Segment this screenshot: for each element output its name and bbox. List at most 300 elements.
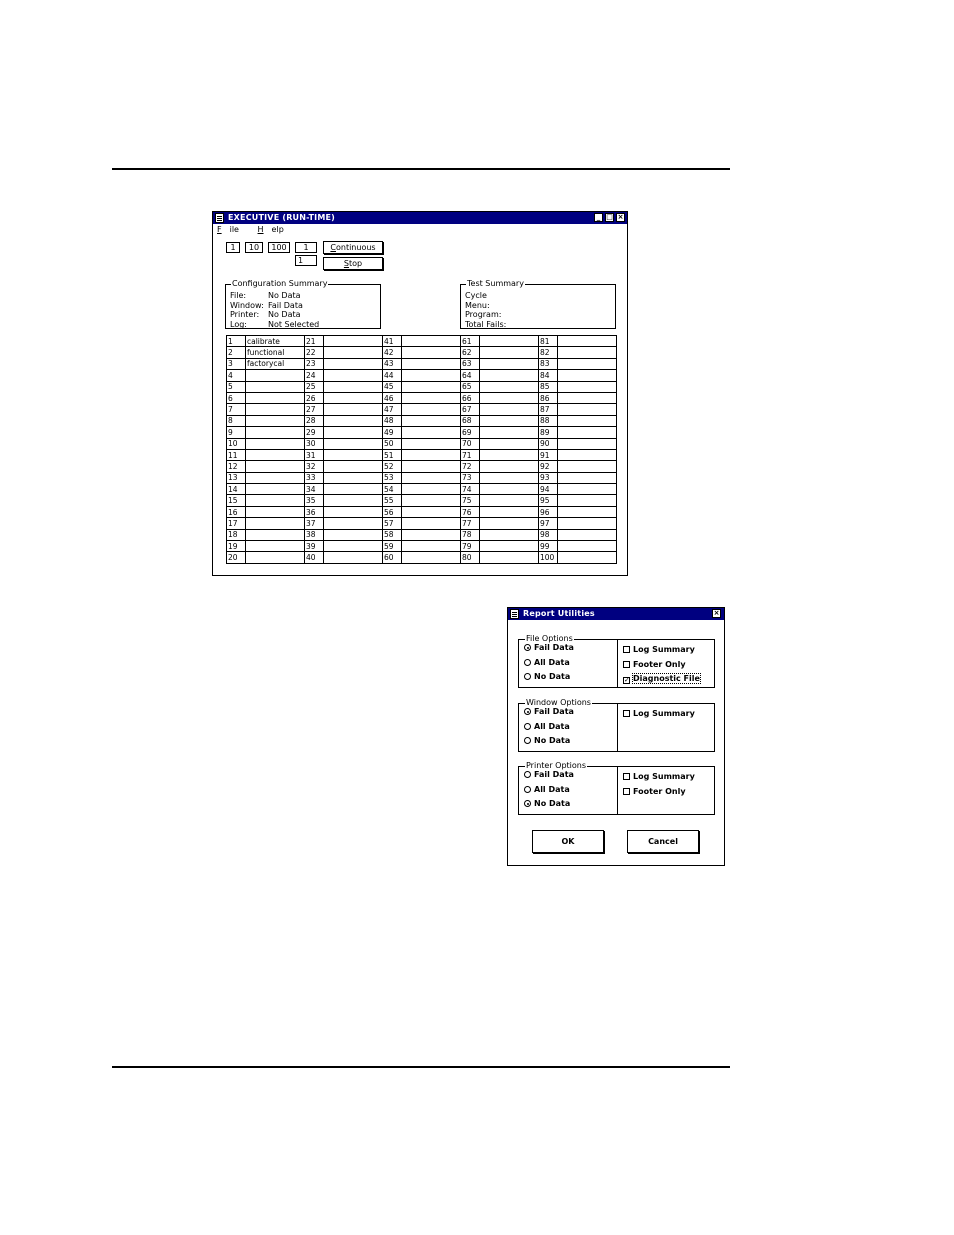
slot-number-cell: 61 <box>461 336 480 347</box>
slot-number-cell: 74 <box>461 484 480 495</box>
slot-number-cell: 31 <box>305 449 324 460</box>
test-name-cell[interactable] <box>246 438 305 449</box>
slot-number-cell: 86 <box>539 392 558 403</box>
radio-icon[interactable] <box>524 673 531 680</box>
test-name-cell[interactable] <box>402 506 461 517</box>
slot-number-cell: 45 <box>383 381 402 392</box>
slot-number-cell: 10 <box>227 438 246 449</box>
slot-number-cell: 49 <box>383 427 402 438</box>
test-name-cell[interactable] <box>324 449 383 460</box>
test-name-cell[interactable] <box>246 461 305 472</box>
checkbox-icon[interactable] <box>623 710 630 717</box>
test-name-cell[interactable] <box>246 415 305 426</box>
test-name-cell[interactable] <box>558 347 617 358</box>
slot-number-cell: 52 <box>383 461 402 472</box>
report-utilities-dialog <box>507 607 725 866</box>
test-name-cell[interactable] <box>558 541 617 552</box>
table-row <box>227 347 617 358</box>
test-name-cell[interactable] <box>480 529 539 540</box>
radio-icon[interactable] <box>524 771 531 778</box>
test-name-cell[interactable] <box>480 404 539 415</box>
test-name-cell[interactable] <box>402 358 461 369</box>
executive-window <box>212 211 628 576</box>
slot-number-cell: 94 <box>539 484 558 495</box>
menubar <box>213 224 627 236</box>
test-name-cell[interactable] <box>246 404 305 415</box>
slot-number-cell: 63 <box>461 358 480 369</box>
app-icon[interactable] <box>215 213 224 223</box>
slot-number-cell: 30 <box>305 438 324 449</box>
slot-number-cell: 40 <box>305 552 324 563</box>
test-name-cell[interactable] <box>246 552 305 563</box>
slot-number-cell: 82 <box>539 347 558 358</box>
count-1-button[interactable]: 1 <box>226 242 240 253</box>
test-name-cell[interactable] <box>246 518 305 529</box>
test-name-cell[interactable] <box>246 370 305 381</box>
window-options-title: Window Options <box>526 698 591 707</box>
slot-number-cell: 6 <box>227 392 246 403</box>
test-name-cell[interactable] <box>480 552 539 563</box>
test-name-cell[interactable] <box>324 495 383 506</box>
radio-icon[interactable] <box>524 659 531 666</box>
slot-number-cell: 22 <box>305 347 324 358</box>
test-name-cell[interactable] <box>246 392 305 403</box>
slot-number-cell: 38 <box>305 529 324 540</box>
radio-icon[interactable] <box>524 786 531 793</box>
test-name-cell[interactable] <box>558 370 617 381</box>
test-name-cell[interactable] <box>402 415 461 426</box>
test-name-cell[interactable] <box>402 404 461 415</box>
test-name-cell[interactable] <box>558 427 617 438</box>
file-options-check-diagnostic-file[interactable] <box>623 674 700 684</box>
slot-number-cell: 51 <box>383 449 402 460</box>
radio-label: All Data <box>534 721 570 731</box>
radio-icon[interactable] <box>524 800 531 807</box>
test-name-cell[interactable] <box>480 449 539 460</box>
printer-options-radio-all-data[interactable] <box>524 785 570 795</box>
test-name-cell[interactable] <box>402 484 461 495</box>
slot-number-cell: 5 <box>227 381 246 392</box>
maximize-icon[interactable]: □ <box>606 213 613 221</box>
dialog-title: Report Utilities <box>523 609 595 618</box>
count-10-button[interactable]: 10 <box>245 242 263 253</box>
checkbox-label: Footer Only <box>633 786 686 796</box>
checkbox-icon[interactable] <box>623 661 630 668</box>
table-row <box>227 438 617 449</box>
table-row <box>227 472 617 483</box>
test-name-cell[interactable]: calibrate <box>246 336 305 347</box>
slot-number-cell: 90 <box>539 438 558 449</box>
slot-number-cell: 4 <box>227 370 246 381</box>
test-name-cell[interactable] <box>480 370 539 381</box>
slot-number-cell: 67 <box>461 404 480 415</box>
slot-number-cell: 78 <box>461 529 480 540</box>
ok-button[interactable]: OK <box>532 830 604 853</box>
test-name-cell[interactable] <box>402 552 461 563</box>
test-name-cell[interactable] <box>324 358 383 369</box>
test-name-cell[interactable] <box>246 472 305 483</box>
test-name-cell[interactable] <box>558 518 617 529</box>
test-name-cell[interactable] <box>480 495 539 506</box>
test-name-cell[interactable] <box>402 529 461 540</box>
checkbox-label: Diagnostic File <box>633 674 700 683</box>
slot-number-cell: 16 <box>227 506 246 517</box>
test-name-cell[interactable] <box>324 415 383 426</box>
slot-number-cell: 68 <box>461 415 480 426</box>
printer-options-title: Printer Options <box>526 761 587 770</box>
table-row <box>227 495 617 506</box>
slot-number-cell: 89 <box>539 427 558 438</box>
test-name-cell[interactable] <box>324 518 383 529</box>
test-name-cell[interactable] <box>246 495 305 506</box>
test-name-cell[interactable] <box>480 415 539 426</box>
slot-number-cell: 75 <box>461 495 480 506</box>
test-name-cell[interactable] <box>402 381 461 392</box>
slot-number-cell: 41 <box>383 336 402 347</box>
slot-number-cell: 60 <box>383 552 402 563</box>
slot-number-cell: 2 <box>227 347 246 358</box>
config-value: No Data <box>268 310 301 319</box>
slot-number-cell: 46 <box>383 392 402 403</box>
test-name-cell[interactable] <box>558 449 617 460</box>
slot-number-cell: 97 <box>539 518 558 529</box>
table-row <box>227 404 617 415</box>
test-name-cell[interactable] <box>480 381 539 392</box>
close-icon[interactable]: × <box>617 213 624 221</box>
printer-options-check-log-summary[interactable] <box>623 772 695 782</box>
test-name-cell[interactable] <box>402 347 461 358</box>
test-slot-grid-body <box>227 336 617 564</box>
slot-number-cell: 64 <box>461 370 480 381</box>
count-100-button[interactable]: 100 <box>268 242 290 253</box>
configuration-summary <box>225 279 381 329</box>
slot-number-cell: 29 <box>305 427 324 438</box>
stop-label: top <box>348 259 363 268</box>
test-name-cell[interactable] <box>246 541 305 552</box>
slot-number-cell: 59 <box>383 541 402 552</box>
test-name-cell[interactable] <box>558 506 617 517</box>
test-name-cell[interactable] <box>480 518 539 529</box>
slot-number-cell: 69 <box>461 427 480 438</box>
printer-options-check-footer-only[interactable] <box>623 787 686 797</box>
menu-help-rest: elp <box>271 225 284 234</box>
slot-number-cell: 71 <box>461 449 480 460</box>
radio-label: Fail Data <box>534 707 574 716</box>
dialog-close-icon[interactable]: × <box>713 609 720 617</box>
slot-number-cell: 99 <box>539 541 558 552</box>
file-options-check-log-summary[interactable] <box>623 645 695 655</box>
printer-options-group <box>518 761 715 815</box>
slot-number-cell: 18 <box>227 529 246 540</box>
test-name-cell[interactable] <box>480 484 539 495</box>
test-name-cell[interactable] <box>246 427 305 438</box>
slot-number-cell: 62 <box>461 347 480 358</box>
table-row <box>227 358 617 369</box>
minimize-icon[interactable]: _ <box>594 213 603 222</box>
window-options-check-log-summary[interactable] <box>623 709 695 719</box>
table-row <box>227 392 617 403</box>
slot-number-cell: 7 <box>227 404 246 415</box>
stop-button[interactable] <box>323 257 383 270</box>
test-name-cell[interactable] <box>324 427 383 438</box>
config-row-window <box>230 301 319 311</box>
config-key: Printer: <box>230 310 260 319</box>
printer-options-radio-no-data[interactable] <box>524 799 570 809</box>
checkbox-checked-icon[interactable]: ✓ <box>624 676 630 684</box>
slot-number-cell: 23 <box>305 358 324 369</box>
test-summary-program: Program: <box>465 310 502 319</box>
slot-number-cell: 1 <box>227 336 246 347</box>
window-options-radio-fail-data[interactable] <box>524 707 574 717</box>
radio-label: No Data <box>534 736 571 745</box>
test-name-cell[interactable] <box>402 518 461 529</box>
test-name-cell[interactable] <box>324 461 383 472</box>
test-summary-menu: Menu: <box>465 300 490 310</box>
test-summary-total-fails: Total Fails: <box>465 319 507 329</box>
slot-number-cell: 91 <box>539 449 558 460</box>
slot-number-cell: 25 <box>305 381 324 392</box>
slot-number-cell: 79 <box>461 541 480 552</box>
slot-number-cell: 35 <box>305 495 324 506</box>
test-name-cell[interactable] <box>402 472 461 483</box>
window-options-radio-no-data[interactable] <box>524 736 570 746</box>
test-name-cell[interactable] <box>558 529 617 540</box>
test-name-cell[interactable] <box>480 438 539 449</box>
test-name-cell[interactable] <box>402 541 461 552</box>
test-summary <box>460 279 616 329</box>
test-name-cell[interactable] <box>558 404 617 415</box>
test-name-cell[interactable] <box>324 404 383 415</box>
menu-file-rest: ile <box>229 225 239 234</box>
config-row-printer <box>230 310 319 320</box>
test-name-cell[interactable] <box>402 461 461 472</box>
slot-number-cell: 73 <box>461 472 480 483</box>
dialog-app-icon[interactable] <box>510 609 519 619</box>
test-name-cell[interactable] <box>324 347 383 358</box>
file-options-radio-no-data[interactable] <box>524 672 570 682</box>
test-name-cell[interactable]: functional <box>246 347 305 358</box>
slot-number-cell: 76 <box>461 506 480 517</box>
file-options-radio-all-data[interactable] <box>524 658 570 668</box>
slot-number-cell: 65 <box>461 381 480 392</box>
slot-number-cell: 33 <box>305 472 324 483</box>
slot-number-cell: 56 <box>383 506 402 517</box>
checkbox-label: Log Summary <box>633 709 695 718</box>
slot-number-cell: 14 <box>227 484 246 495</box>
radio-icon[interactable] <box>524 644 531 651</box>
slot-number-cell: 58 <box>383 529 402 540</box>
test-name-cell[interactable] <box>324 506 383 517</box>
test-name-cell[interactable] <box>558 461 617 472</box>
slot-number-cell: 34 <box>305 484 324 495</box>
report-titlebar[interactable] <box>508 608 724 620</box>
test-name-cell[interactable] <box>324 381 383 392</box>
slot-number-cell: 44 <box>383 370 402 381</box>
config-value: No Data <box>268 291 301 300</box>
continuous-mnemonic: C <box>330 243 336 252</box>
test-name-cell[interactable] <box>246 506 305 517</box>
test-name-cell[interactable] <box>246 449 305 460</box>
table-row <box>227 427 617 438</box>
checkbox-icon[interactable] <box>623 773 630 780</box>
slot-number-cell: 21 <box>305 336 324 347</box>
radio-icon[interactable] <box>524 737 531 744</box>
menu-help-mnemonic: H <box>257 225 264 234</box>
test-name-cell[interactable] <box>402 495 461 506</box>
slot-number-cell: 24 <box>305 370 324 381</box>
test-name-cell[interactable] <box>324 392 383 403</box>
radio-label: All Data <box>534 657 570 667</box>
table-row <box>227 381 617 392</box>
printer-options-radio-fail-data[interactable] <box>524 770 574 780</box>
slot-number-cell: 85 <box>539 381 558 392</box>
slot-number-cell: 42 <box>383 347 402 358</box>
test-name-cell[interactable] <box>558 358 617 369</box>
test-name-cell[interactable] <box>480 336 539 347</box>
test-name-cell[interactable] <box>480 427 539 438</box>
window-options-group <box>518 698 715 752</box>
continuous-button[interactable] <box>323 241 383 254</box>
table-row <box>227 370 617 381</box>
test-name-cell[interactable] <box>324 541 383 552</box>
test-name-cell[interactable] <box>480 461 539 472</box>
slot-number-cell: 3 <box>227 358 246 369</box>
test-name-cell[interactable] <box>324 336 383 347</box>
slot-number-cell: 15 <box>227 495 246 506</box>
table-row <box>227 415 617 426</box>
test-summary-title: Test Summary <box>467 279 524 288</box>
window-options-radio-all-data[interactable] <box>524 722 570 732</box>
slot-number-cell: 72 <box>461 461 480 472</box>
slot-number-cell: 36 <box>305 506 324 517</box>
test-name-cell[interactable] <box>558 484 617 495</box>
radio-label: Fail Data <box>534 643 574 652</box>
slot-number-cell: 87 <box>539 404 558 415</box>
config-key: Window: <box>230 300 264 310</box>
test-name-cell[interactable] <box>558 415 617 426</box>
slot-number-cell: 11 <box>227 449 246 460</box>
test-name-cell[interactable] <box>324 370 383 381</box>
test-name-cell[interactable] <box>324 438 383 449</box>
window-options-divider <box>617 704 618 751</box>
radio-icon[interactable] <box>524 723 531 730</box>
slot-number-cell: 57 <box>383 518 402 529</box>
test-name-cell[interactable] <box>480 541 539 552</box>
slot-number-cell: 100 <box>539 552 558 563</box>
test-name-cell[interactable] <box>558 336 617 347</box>
slot-number-cell: 93 <box>539 472 558 483</box>
table-row <box>227 552 617 563</box>
table-row <box>227 449 617 460</box>
checkbox-icon[interactable] <box>623 788 630 795</box>
slot-number-cell: 98 <box>539 529 558 540</box>
slot-number-cell: 26 <box>305 392 324 403</box>
test-name-cell[interactable] <box>402 449 461 460</box>
slot-number-cell: 20 <box>227 552 246 563</box>
test-name-cell[interactable]: factorycal <box>246 358 305 369</box>
test-name-cell[interactable] <box>558 392 617 403</box>
test-name-cell[interactable] <box>324 472 383 483</box>
test-name-cell[interactable] <box>558 472 617 483</box>
test-name-cell[interactable] <box>480 392 539 403</box>
test-name-cell[interactable] <box>402 370 461 381</box>
test-name-cell[interactable] <box>246 381 305 392</box>
radio-label: Fail Data <box>534 770 574 779</box>
test-name-cell[interactable] <box>246 529 305 540</box>
executive-titlebar[interactable] <box>213 212 627 224</box>
test-name-cell[interactable] <box>402 427 461 438</box>
loop-counter-input[interactable]: 1 <box>295 255 317 266</box>
slot-number-cell: 50 <box>383 438 402 449</box>
file-options-check-footer-only[interactable] <box>623 660 686 670</box>
radio-icon[interactable] <box>524 708 531 715</box>
test-name-cell[interactable] <box>480 472 539 483</box>
file-options-title: File Options <box>526 634 573 643</box>
test-summary-rows <box>465 291 506 329</box>
test-name-cell[interactable] <box>558 438 617 449</box>
radio-label: All Data <box>534 784 570 794</box>
menu-file-mnemonic: F <box>217 225 222 234</box>
continuous-label: ontinuous <box>335 243 376 252</box>
slot-number-cell: 96 <box>539 506 558 517</box>
menu-file[interactable] <box>217 225 247 234</box>
top-rule <box>112 168 730 170</box>
test-name-cell[interactable] <box>480 506 539 517</box>
checkbox-label: Log Summary <box>633 645 695 654</box>
table-row <box>227 336 617 347</box>
table-row <box>227 541 617 552</box>
slot-number-cell: 12 <box>227 461 246 472</box>
test-name-cell[interactable] <box>324 484 383 495</box>
slot-number-cell: 55 <box>383 495 402 506</box>
test-name-cell[interactable] <box>558 552 617 563</box>
slot-number-cell: 19 <box>227 541 246 552</box>
config-value: Not Selected <box>268 319 320 329</box>
table-row <box>227 461 617 472</box>
cycle-counter-input[interactable]: 1 <box>295 242 317 253</box>
slot-number-cell: 77 <box>461 518 480 529</box>
test-name-cell[interactable] <box>402 336 461 347</box>
slot-number-cell: 27 <box>305 404 324 415</box>
slot-number-cell: 53 <box>383 472 402 483</box>
test-name-cell[interactable] <box>246 484 305 495</box>
test-name-cell[interactable] <box>324 529 383 540</box>
stop-mnemonic: S <box>343 259 349 268</box>
test-name-cell[interactable] <box>558 495 617 506</box>
slot-number-cell: 81 <box>539 336 558 347</box>
slot-number-cell: 54 <box>383 484 402 495</box>
test-name-cell[interactable] <box>402 392 461 403</box>
checkbox-icon[interactable] <box>623 646 630 653</box>
slot-number-cell: 70 <box>461 438 480 449</box>
file-options-radio-fail-data[interactable] <box>524 643 574 653</box>
slot-number-cell: 32 <box>305 461 324 472</box>
test-name-cell[interactable] <box>558 381 617 392</box>
test-name-cell[interactable] <box>480 347 539 358</box>
slot-number-cell: 84 <box>539 370 558 381</box>
menu-help[interactable] <box>258 225 292 234</box>
config-value: Fail Data <box>268 300 303 310</box>
bottom-rule <box>112 1066 730 1068</box>
slot-number-cell: 37 <box>305 518 324 529</box>
test-name-cell[interactable] <box>480 358 539 369</box>
cancel-button[interactable]: Cancel <box>627 830 699 853</box>
slot-number-cell: 8 <box>227 415 246 426</box>
table-row <box>227 518 617 529</box>
test-name-cell[interactable] <box>402 438 461 449</box>
test-summary-cycle: Cycle <box>465 291 487 300</box>
test-name-cell[interactable] <box>324 552 383 563</box>
